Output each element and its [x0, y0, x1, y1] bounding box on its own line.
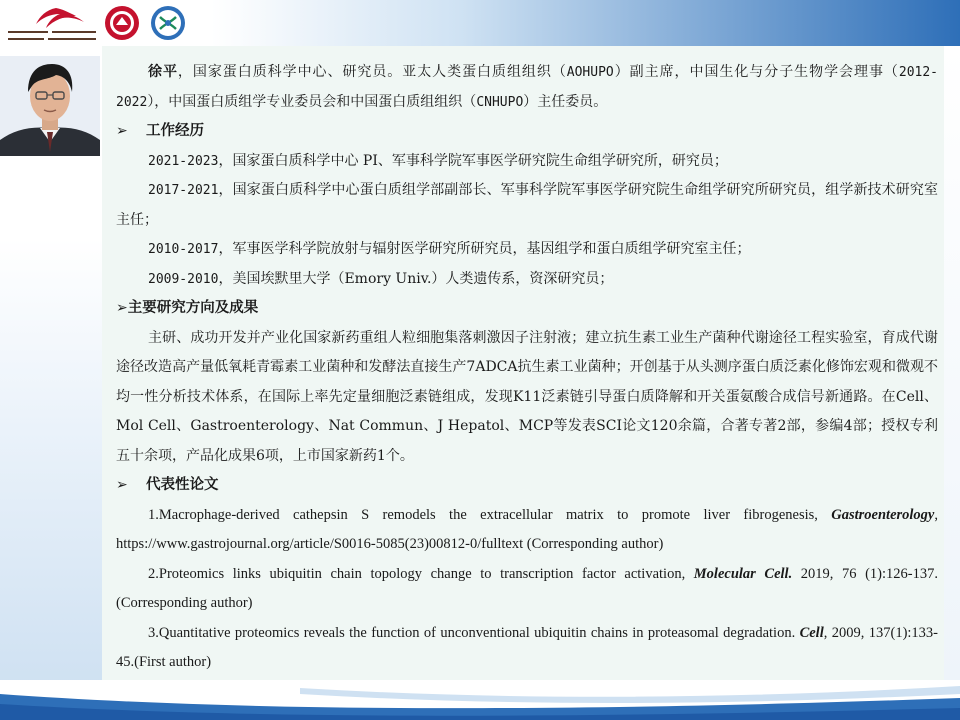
research-paragraph: 主研、成功开发并产业化国家新药重组人粒细胞集落刺激因子注射液；建立抗生素工业生产菌种代谢途径工程实验室，育成代谢途径改造高产量低氧耗青霉素工业菌种和发酵法直接生产7ADCA抗生素工业菌种；开创基于从头测序蛋白质泛素化修饰宏观和微观不均一性分析技术体系，在国际上率先定量细胞泛素链组成，发现K11泛素链引导蛋白质降解和开关蛋氨酸合成信号新通路。在Cell、Mol Cell、Gastroenterology、Nat Commun、J Hepatol、MCP等发表SCI论文120余篇，合著专著2部，参编4部；授权专利五十余项，产品化成果6项，上市国家新药1个。	[116, 329, 938, 464]
portrait-illustration	[0, 56, 100, 156]
work-section-title: ➢ 工作经历	[116, 117, 938, 147]
work-item: 2017-2021，国家蛋白质科学中心蛋白质组学部副部长、军事科学院军事医学研究院生命组学研究所研究员，组学新技术研究室主任；	[116, 182, 938, 228]
bullet-arrow-icon: ➢	[116, 477, 128, 493]
intro-paragraph: 徐平，国家蛋白质科学中心、研究员。亚太人类蛋白质组组织（AOHUPO）副主席，中国生化与分子生物学会理事（2012-2022），中国蛋白质组学专业委员会和中国蛋白质组组织（CNHUPO）主任委员。	[116, 64, 939, 110]
portrait-photo	[0, 56, 100, 156]
university-seal-icon	[104, 5, 140, 41]
institution-logo-icon	[6, 4, 98, 44]
center-seal-icon	[150, 5, 186, 41]
work-item: 2021-2023，国家蛋白质科学中心 PI、军事科学院军事医学研究院生命组学研究所，研究员；	[148, 152, 728, 169]
profile-body	[116, 58, 938, 678]
bullet-arrow-icon: ➢	[116, 300, 128, 316]
research-section-title: ➢主要研究方向及成果	[116, 294, 938, 324]
work-item: 2010-2017，军事医学科学院放射与辐射医学研究所研究员，基因组学和蛋白质组学研究室主任；	[148, 241, 751, 257]
right-strip	[944, 46, 960, 686]
papers-section-title: ➢ 代表性论文	[116, 471, 938, 501]
work-item: 2009-2010，美国埃默里大学（Emory Univ.）人类遗传系，资深研究员；	[148, 270, 614, 287]
header-bar	[0, 0, 960, 46]
bullet-arrow-icon: ➢	[116, 123, 128, 139]
paper-item: 1.Macrophage-derived cathepsin S remodels the extracellular matrix to promote liver fibrogenesis, Gastroenterology, https://www.gastrojournal.org/article/S0016-5085(23)00812-0/fulltext (Corresponding author)	[116, 506, 938, 552]
paper-item: 3.Quantitative proteomics reveals the function of unconventional ubiquitin chains in proteasomal degradation. Cell, 2009, 137(1):133-45.(First author)	[116, 624, 938, 670]
footer-wave	[0, 680, 960, 720]
paper-item: 2.Proteomics links ubiquitin chain topology change to transcription factor activation, Molecular Cell. 2019, 76 (1):126-137. (Corresponding author)	[116, 565, 938, 611]
person-name: 徐平	[148, 64, 178, 80]
